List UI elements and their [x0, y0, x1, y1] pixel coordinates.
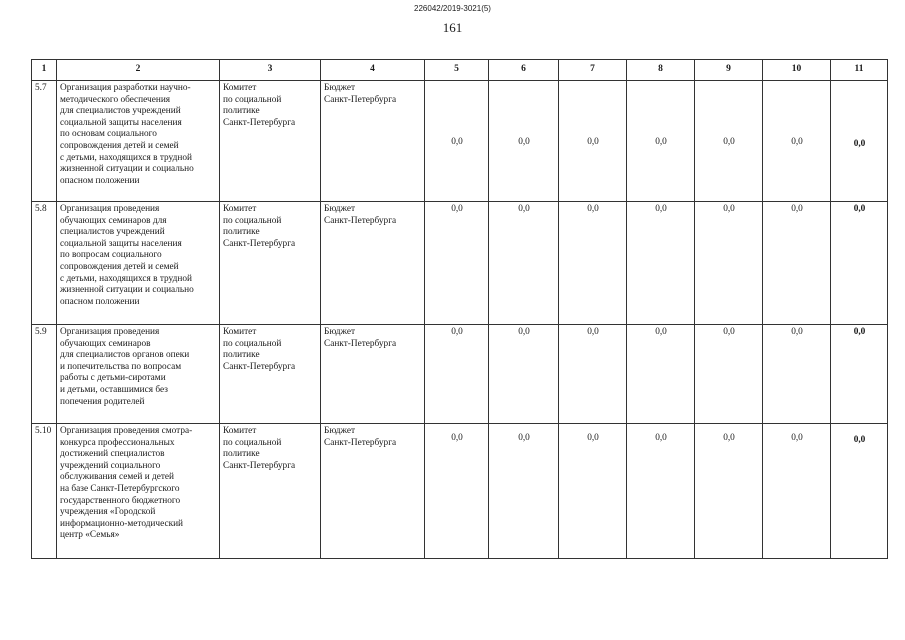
column-header: 9	[695, 60, 763, 81]
value-cell: 0,0	[763, 81, 831, 202]
row-number: 5.8	[32, 202, 57, 325]
budget-table	[31, 59, 888, 559]
column-header: 11	[831, 60, 888, 81]
value-cell: 0,0	[763, 325, 831, 424]
value-cell: 0,0	[559, 202, 627, 325]
funding-source: Бюджет Санкт-Петербурга	[321, 81, 425, 202]
header-row	[32, 60, 888, 81]
column-header: 6	[489, 60, 559, 81]
column-header: 4	[321, 60, 425, 81]
funding-source: Бюджет Санкт-Петербурга	[321, 202, 425, 325]
column-header: 7	[559, 60, 627, 81]
column-header: 10	[763, 60, 831, 81]
total-value-cell: 0,0	[831, 202, 888, 325]
total-value-cell: 0,0	[831, 81, 888, 202]
table-row	[32, 202, 888, 325]
column-header: 1	[32, 60, 57, 81]
executor: Комитет по социальной политике Санкт-Петербурга	[220, 325, 321, 424]
executor: Комитет по социальной политике Санкт-Петербурга	[220, 81, 321, 202]
column-header: 3	[220, 60, 321, 81]
value-cell: 0,0	[425, 424, 489, 559]
value-cell: 0,0	[627, 424, 695, 559]
executor: Комитет по социальной политике Санкт-Петербурга	[220, 424, 321, 559]
value-cell: 0,0	[627, 325, 695, 424]
value-cell: 0,0	[559, 325, 627, 424]
measure-description: Организация проведения смотра- конкурса профессиональных достижений специалистов учреждений социального обслуживания семей и детей на базе Санкт-Петербургского государственного бюджетного учреждения «Городской информационно-методический центр «Семья»	[57, 424, 220, 559]
total-value-cell: 0,0	[831, 424, 888, 559]
value-cell: 0,0	[489, 325, 559, 424]
measure-description: Организация разработки научно- методического обеспечения для специалистов учреждений социальной защиты населения по основам социального сопровождения детей и семей с детьми, находящихся в трудной жизненной ситуации и социально опасном положении	[57, 81, 220, 202]
row-number: 5.10	[32, 424, 57, 559]
column-header: 5	[425, 60, 489, 81]
table-row	[32, 81, 888, 202]
measure-description: Организация проведения обучающих семинаров для специалистов органов опеки и попечительства по вопросам работы с детьми-сиротами и детьми, оставшимися без попечения родителей	[57, 325, 220, 424]
column-header: 8	[627, 60, 695, 81]
value-cell: 0,0	[559, 81, 627, 202]
row-number: 5.9	[32, 325, 57, 424]
value-cell: 0,0	[763, 202, 831, 325]
value-cell: 0,0	[627, 202, 695, 325]
value-cell: 0,0	[695, 81, 763, 202]
value-cell: 0,0	[559, 424, 627, 559]
executor: Комитет по социальной политике Санкт-Петербурга	[220, 202, 321, 325]
value-cell: 0,0	[695, 325, 763, 424]
value-cell: 0,0	[489, 424, 559, 559]
value-cell: 0,0	[489, 81, 559, 202]
funding-source: Бюджет Санкт-Петербурга	[321, 424, 425, 559]
page-number: 161	[442, 20, 463, 35]
value-cell: 0,0	[627, 81, 695, 202]
document-number: 226042/2019-3021(5)	[414, 4, 491, 13]
table-row	[32, 424, 888, 559]
value-cell: 0,0	[763, 424, 831, 559]
value-cell: 0,0	[695, 424, 763, 559]
table-row	[32, 325, 888, 424]
value-cell: 0,0	[695, 202, 763, 325]
value-cell: 0,0	[425, 325, 489, 424]
value-cell: 0,0	[489, 202, 559, 325]
funding-source: Бюджет Санкт-Петербурга	[321, 325, 425, 424]
value-cell: 0,0	[425, 202, 489, 325]
measure-description: Организация проведения обучающих семинаров для специалистов учреждений социальной защиты населения по вопросам социального сопровождения детей и семей с детьми, находящихся в трудной жизненной ситуации и социально опасном положении	[57, 202, 220, 325]
column-header: 2	[57, 60, 220, 81]
value-cell: 0,0	[425, 81, 489, 202]
total-value-cell: 0,0	[831, 325, 888, 424]
row-number: 5.7	[32, 81, 57, 202]
